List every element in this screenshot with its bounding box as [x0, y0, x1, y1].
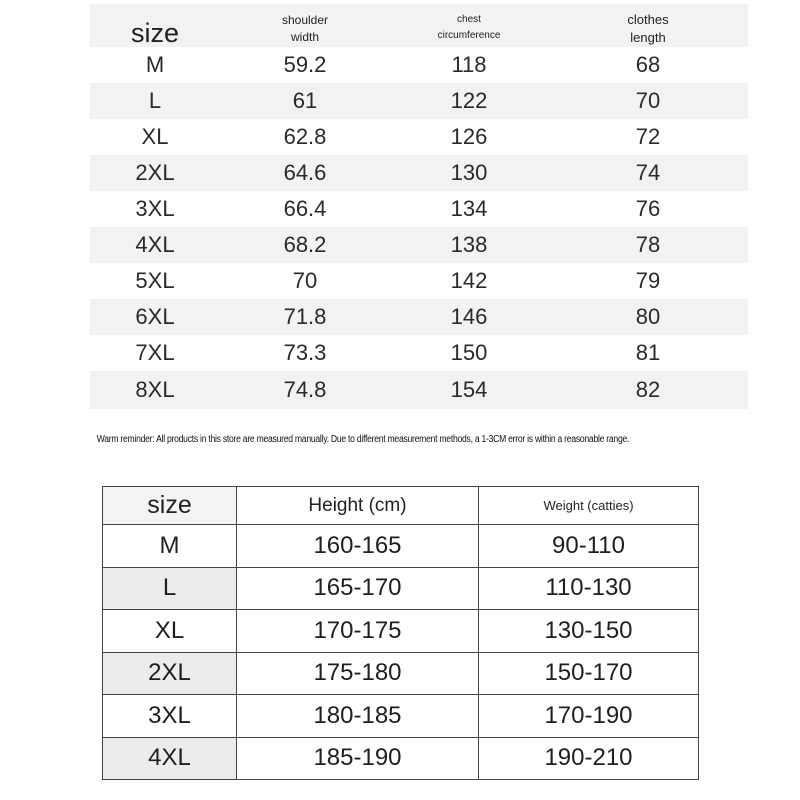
chest-cell: 146 [390, 299, 548, 335]
shoulder-cell: 74.8 [220, 371, 390, 409]
height-cell: 170-175 [237, 610, 479, 653]
weight-cell: 190-210 [479, 737, 699, 780]
size-cell: 4XL [103, 737, 237, 780]
recommendation-header-row [103, 487, 699, 525]
chest-cell: 134 [450, 196, 488, 221]
clothes-length-header [548, 4, 748, 47]
chest-header-line1: chest [457, 14, 481, 25]
shoulder-cell: 61 [220, 83, 390, 119]
shoulder-header-line1: shoulder [281, 13, 329, 27]
size-cell: 6XL [90, 299, 220, 335]
weight-cell: 150-170 [479, 652, 699, 695]
chest-cell: 150 [450, 340, 488, 365]
weight-header: Weight (catties) [479, 487, 699, 525]
length-cell: 72 [635, 124, 661, 149]
size-cell: L [90, 83, 220, 119]
chest-circumference-header [390, 4, 548, 47]
shoulder-cell: 73.3 [283, 340, 327, 365]
shoulder-cell: 62.8 [283, 124, 327, 149]
length-cell: 79 [635, 268, 661, 293]
length-header-line1: clothes [627, 12, 669, 27]
size-cell: 8XL [90, 371, 220, 409]
size-header: size [103, 487, 237, 525]
weight-cell: 130-150 [479, 610, 699, 653]
table-row [103, 525, 699, 568]
size-cell: 2XL [90, 155, 220, 191]
size-cell: M [103, 525, 237, 568]
height-cell: 175-180 [237, 652, 479, 695]
shoulder-cell: 70 [292, 268, 318, 293]
chest-cell: 126 [450, 124, 488, 149]
table-row [90, 371, 748, 409]
length-cell: 80 [548, 299, 748, 335]
chest-cell: 118 [451, 52, 487, 77]
size-cell: XL [103, 610, 237, 653]
shoulder-cell: 68.2 [220, 227, 390, 263]
chest-header-line2: circumference [437, 30, 501, 41]
size-recommendation-table [102, 486, 699, 780]
measurement-table [90, 4, 748, 409]
weight-cell: 90-110 [479, 525, 699, 568]
table-row [90, 119, 748, 155]
height-cell: 180-185 [237, 695, 479, 738]
length-cell: 81 [635, 340, 661, 365]
length-header-line2: length [630, 30, 666, 45]
length-cell: 74 [548, 155, 748, 191]
length-cell: 70 [548, 83, 748, 119]
size-cell: XL [141, 124, 169, 149]
table-row [90, 155, 748, 191]
size-cell: 3XL [103, 695, 237, 738]
warm-reminder-text: Warm reminder: All products in this store are measured manually. Due to different measurement methods, a 1-3CM error is within a reasonable range. [96, 434, 630, 445]
shoulder-cell: 59.2 [283, 52, 327, 77]
table-row [90, 83, 748, 119]
length-cell: 68 [635, 52, 661, 77]
table-row [90, 335, 748, 371]
chest-cell: 138 [390, 227, 548, 263]
table-row [103, 737, 699, 780]
size-cell: L [103, 567, 237, 610]
size-cell: 5XL [135, 268, 175, 293]
size-cell: M [145, 52, 165, 77]
table-row [90, 299, 748, 335]
size-cell: 4XL [90, 227, 220, 263]
size-cell: 7XL [135, 340, 175, 365]
length-cell: 78 [548, 227, 748, 263]
table-row [90, 191, 748, 227]
shoulder-cell: 64.6 [220, 155, 390, 191]
weight-cell: 170-190 [479, 695, 699, 738]
height-cell: 160-165 [237, 525, 479, 568]
length-cell: 76 [635, 196, 661, 221]
chest-cell: 122 [390, 83, 548, 119]
size-cell: 2XL [103, 652, 237, 695]
table-row [90, 47, 748, 83]
measurement-header-row [90, 4, 748, 47]
shoulder-width-header [220, 4, 390, 47]
chest-cell: 154 [390, 371, 548, 409]
table-row [103, 652, 699, 695]
table-row [103, 695, 699, 738]
size-header: size [131, 18, 180, 48]
table-row [90, 263, 748, 299]
table-row [103, 610, 699, 653]
length-cell: 82 [548, 371, 748, 409]
size-cell: 3XL [135, 196, 175, 221]
weight-cell: 110-130 [479, 567, 699, 610]
chest-cell: 142 [450, 268, 488, 293]
chest-cell: 130 [390, 155, 548, 191]
table-row [90, 227, 748, 263]
shoulder-header-line2: width [290, 30, 319, 44]
height-header: Height (cm) [237, 487, 479, 525]
height-cell: 185-190 [237, 737, 479, 780]
table-row [103, 567, 699, 610]
shoulder-cell: 66.4 [283, 196, 327, 221]
height-cell: 165-170 [237, 567, 479, 610]
shoulder-cell: 71.8 [220, 299, 390, 335]
